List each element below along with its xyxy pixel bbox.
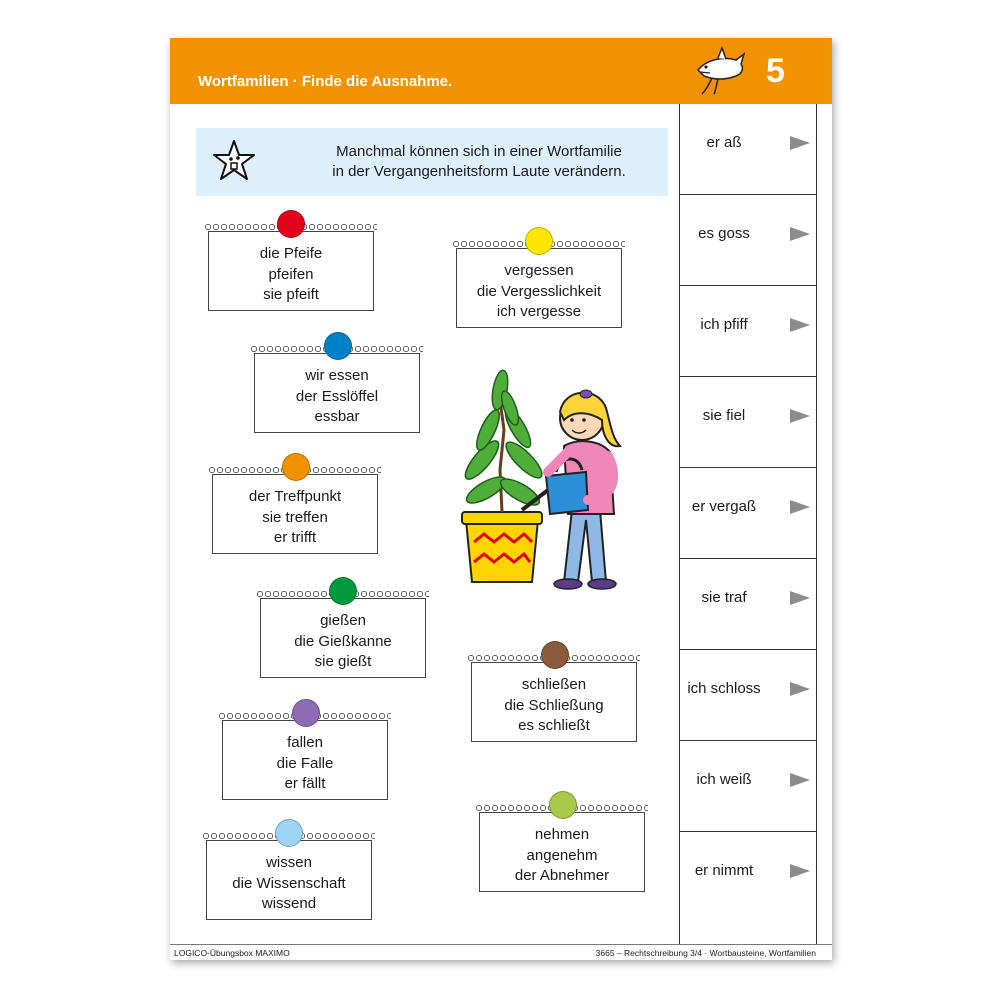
answer-text: ich pfiff [700, 316, 748, 333]
answer-text: er aß [706, 134, 742, 151]
header-bar [170, 38, 832, 104]
shark-icon [692, 44, 748, 98]
note-line: sie gießt [314, 653, 372, 670]
arrow-right-icon [790, 864, 810, 878]
note-line: die Falle [276, 754, 334, 772]
note-line: schließen [521, 676, 587, 693]
pin-lime-green[interactable] [549, 791, 577, 819]
pin-blue[interactable] [324, 332, 352, 360]
note-line: angenehm [526, 846, 598, 864]
note-line: sie treffen [262, 508, 328, 526]
note-line: ich vergesse [496, 303, 582, 320]
arrow-right-icon [790, 500, 810, 514]
answer-slot[interactable] [680, 832, 816, 923]
answer-slot[interactable] [680, 650, 816, 741]
note-line: es schließt [518, 717, 590, 734]
note-line: vergessen [504, 262, 574, 279]
arrow-right-icon [790, 409, 810, 423]
arrow-right-icon [790, 318, 810, 332]
note-line: der Treffpunkt [248, 488, 342, 505]
card-number: 5 [766, 52, 785, 90]
note-line: er fällt [284, 775, 326, 792]
note-line: wissend [261, 895, 317, 912]
word-family-card-schliessen [471, 662, 637, 742]
answer-text: ich schloss [687, 680, 761, 697]
word-family-card-wissen [206, 840, 372, 920]
answer-text: er nimmt [694, 862, 754, 879]
note-line: essbar [314, 408, 360, 425]
pin-red[interactable] [277, 210, 305, 238]
answer-slot[interactable] [680, 741, 816, 832]
arrow-right-icon [790, 682, 810, 696]
word-family-card-nehmen [479, 812, 645, 892]
word-family-card-pfeifen [208, 231, 374, 311]
note-line: nehmen [534, 826, 590, 843]
answer-text: sie traf [701, 589, 747, 606]
arrow-right-icon [790, 227, 810, 241]
girl-watering-plant-illustration [460, 360, 640, 590]
info-text [294, 142, 664, 182]
arrow-right-icon [790, 591, 810, 605]
note-line: der Abnehmer [514, 867, 610, 884]
word-family-card-fallen [222, 720, 388, 800]
header-title: Wortfamilien · Finde die Ausnahme. [198, 73, 453, 90]
pin-orange[interactable] [282, 453, 310, 481]
word-family-card-giessen [260, 598, 426, 678]
pin-brown[interactable] [541, 641, 569, 669]
note-line: die Wissenschaft [232, 874, 346, 892]
answer-text: es goss [698, 225, 750, 242]
note-line: pfeifen [268, 265, 314, 283]
answer-text: er vergaß [691, 498, 757, 515]
word-family-card-essen [254, 353, 420, 433]
arrow-right-icon [790, 773, 810, 787]
note-line: die Pfeife [259, 245, 323, 262]
answer-column [679, 104, 817, 944]
footer-product-name: LOGICO-Übungsbox MAXIMO [174, 948, 290, 958]
word-family-card-vergessen [456, 248, 622, 328]
word-family-card-treffen [212, 474, 378, 554]
note-line: die Schließung [504, 696, 604, 714]
note-line: wissen [266, 854, 312, 871]
answer-text: ich weiß [696, 771, 752, 788]
pin-yellow[interactable] [525, 227, 553, 255]
answer-slot[interactable] [680, 286, 816, 377]
answer-slot[interactable] [680, 195, 816, 286]
note-line: er trifft [273, 529, 317, 546]
note-line: fallen [287, 734, 323, 751]
info-line-2: in der Vergangenheitsform Laute verändern. [332, 163, 626, 180]
note-line: die Gießkanne [294, 632, 392, 650]
answer-slot[interactable] [680, 559, 816, 650]
answer-slot[interactable] [680, 468, 816, 559]
footer-divider [170, 944, 832, 945]
pin-purple[interactable] [292, 699, 320, 727]
answer-slot[interactable] [680, 377, 816, 468]
note-line: die Vergesslichkeit [476, 282, 602, 300]
answer-text: sie fiel [702, 407, 746, 424]
note-line: gießen [320, 612, 366, 629]
info-line-1: Manchmal können sich in einer Wortfamilie [336, 143, 622, 160]
info-box [196, 128, 668, 196]
answer-slot[interactable] [680, 104, 816, 195]
note-line: sie pfeift [263, 286, 319, 303]
footer-product-info: 3665 – Rechtschreibung 3/4 · Wortbausteine, Wortfamilien [595, 948, 816, 958]
pin-green[interactable] [329, 577, 357, 605]
note-line: der Esslöffel [295, 387, 379, 405]
note-line: wir essen [305, 367, 369, 384]
arrow-right-icon [790, 136, 810, 150]
pin-light-blue[interactable] [275, 819, 303, 847]
star-icon [211, 138, 257, 184]
worksheet-card [170, 38, 832, 960]
